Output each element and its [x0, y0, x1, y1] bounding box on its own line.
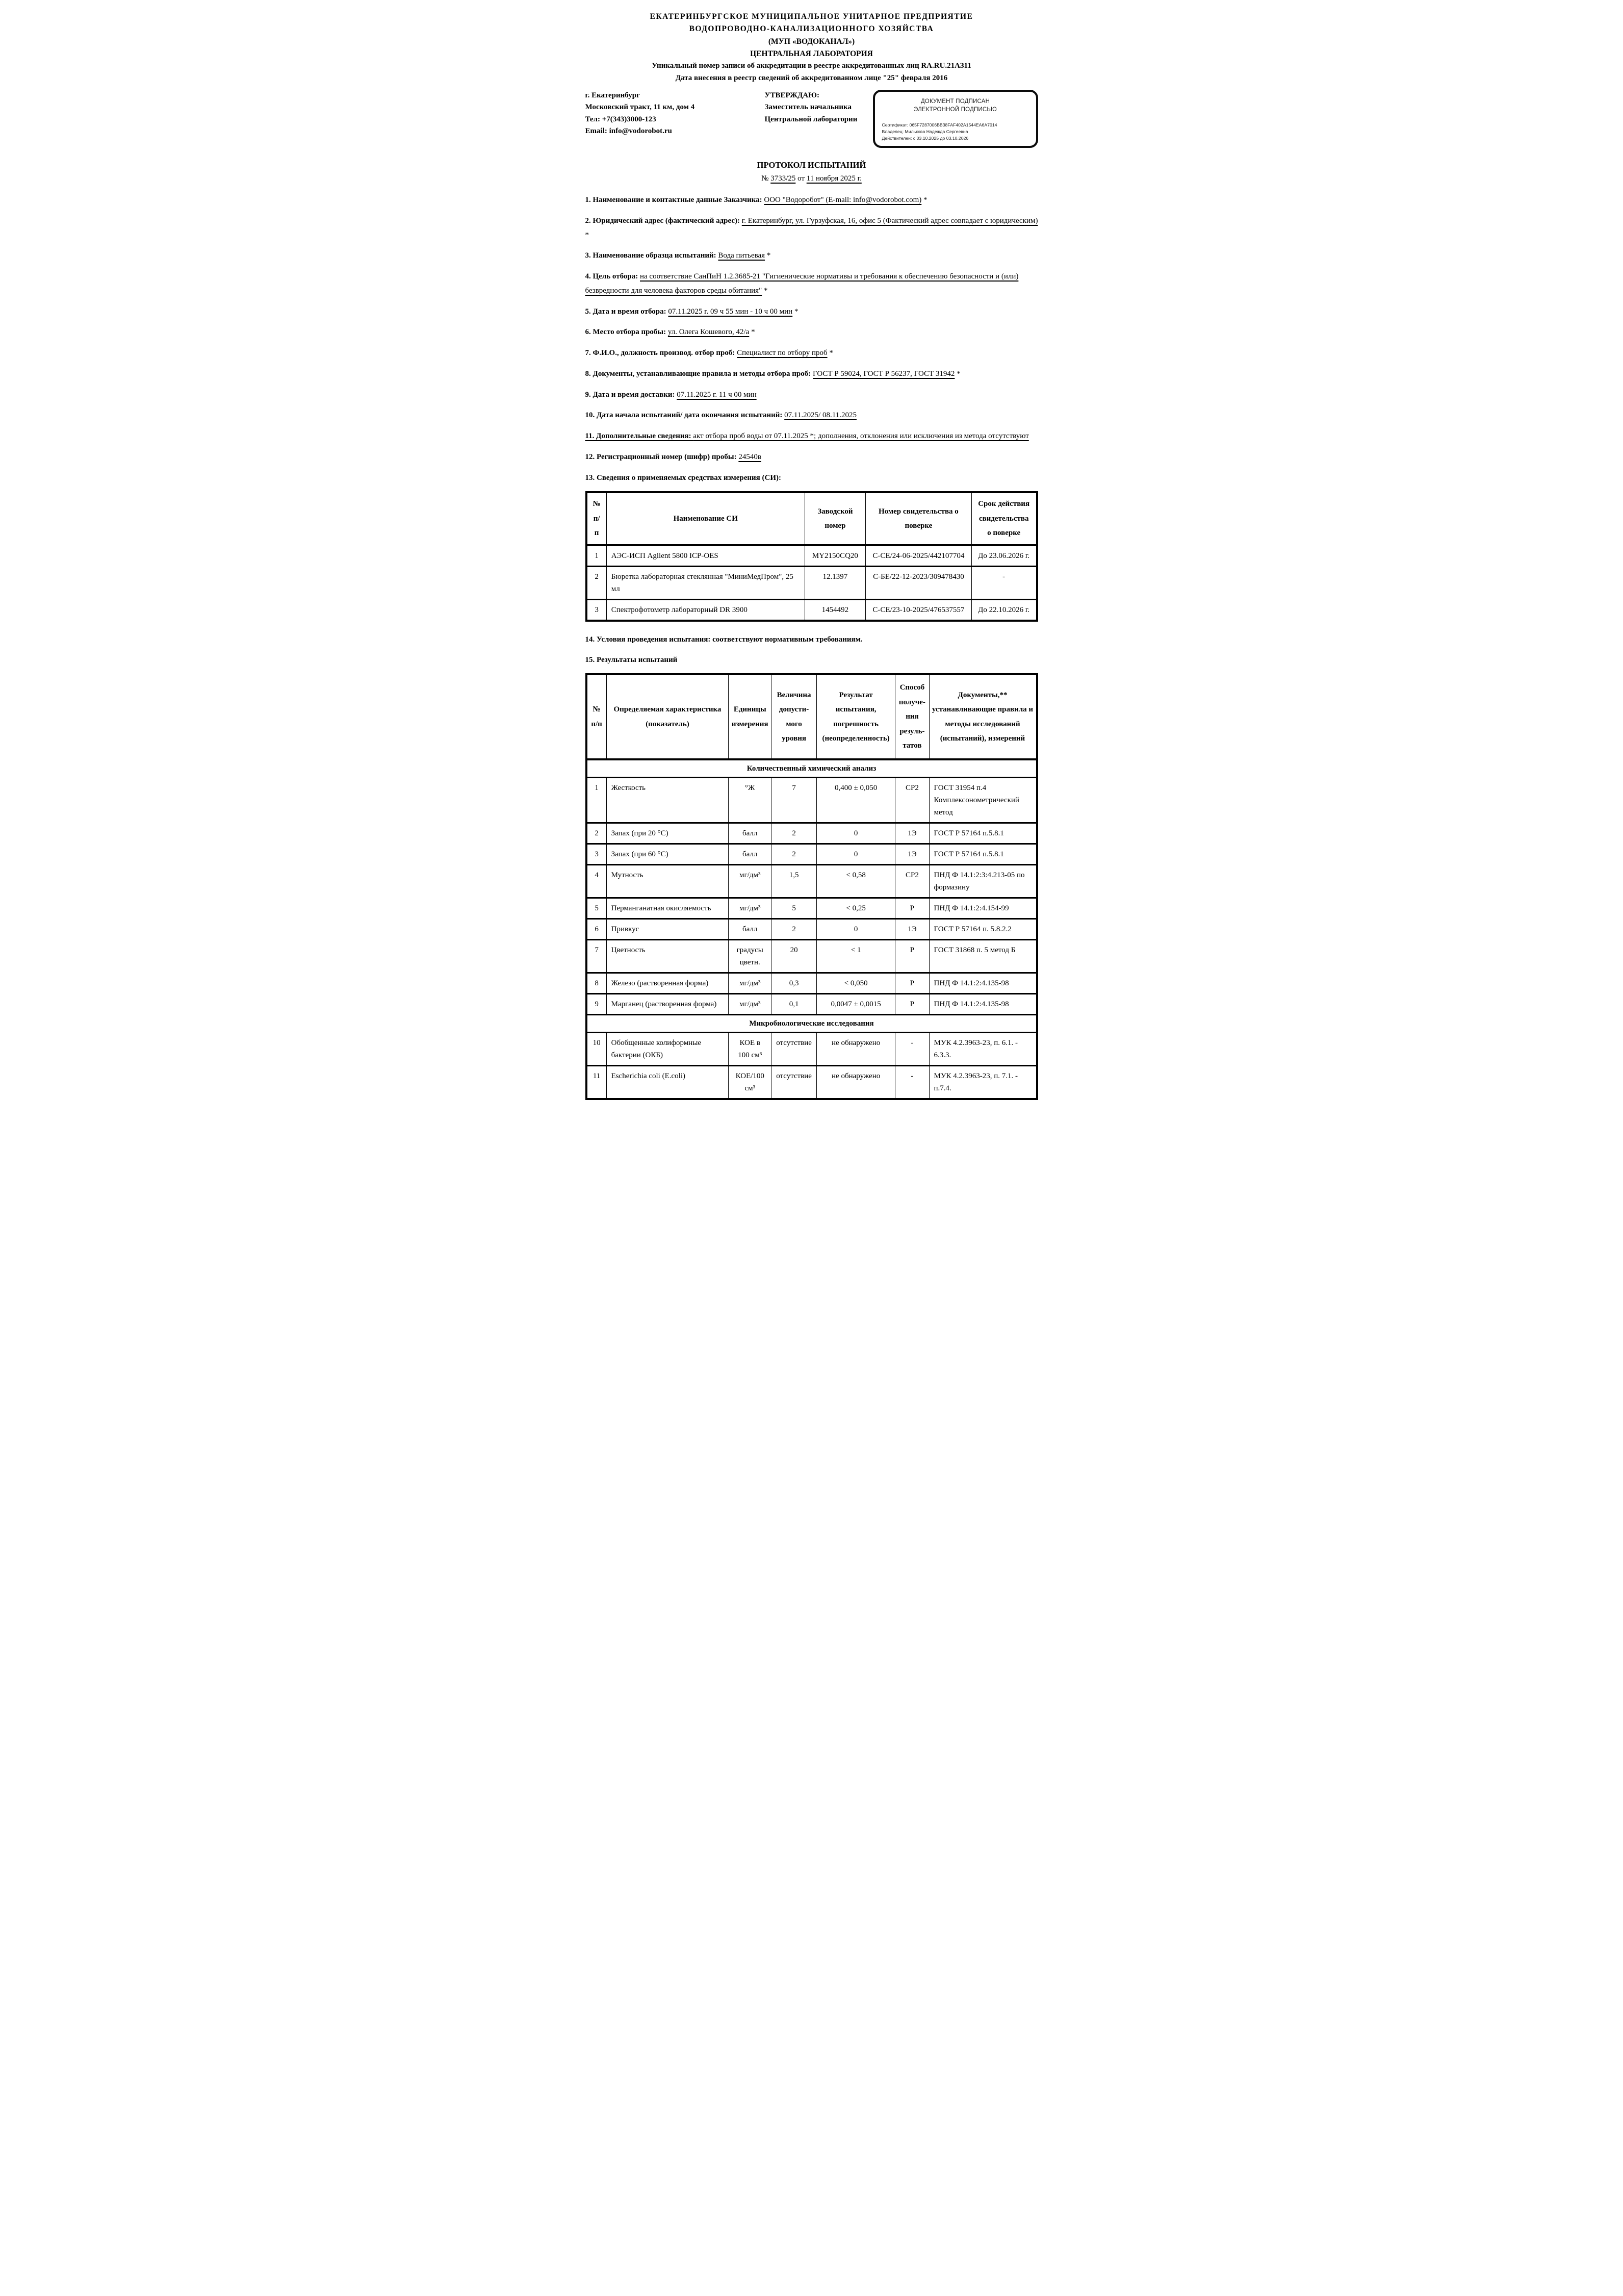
si-cell-0: 3: [586, 599, 607, 621]
si-table: [585, 491, 1038, 622]
results-cell-4: < 0,25: [816, 898, 895, 919]
results-section-label: Количественный химический анализ: [586, 759, 1037, 778]
results-cell-6: ГОСТ Р 57164 п. 5.8.2.2: [929, 919, 1037, 939]
item-2: [585, 214, 1038, 243]
results-section-row: [586, 759, 1037, 778]
results-cell-5: СР2: [895, 864, 929, 898]
item-7-suffix: *: [827, 349, 833, 358]
item-4-value: на соответствие СанПиН 1.2.3685-21 "Гигиенические нормативы и требования к обеспечению безопасности и (или) безвредности для человека факторов среды обитания": [585, 272, 1019, 295]
results-cell-6: ГОСТ Р 57164 п.5.8.1: [929, 844, 1037, 864]
item-1-label: 1. Наименование и контактные данные Заказчика:: [585, 196, 764, 205]
results-cell-4: < 1: [816, 939, 895, 973]
results-cell-1: Запах (при 60 °С): [606, 844, 729, 864]
results-cell-0: 8: [586, 973, 607, 993]
results-cell-0: 6: [586, 919, 607, 939]
item-8-value: ГОСТ Р 59024, ГОСТ Р 56237, ГОСТ 31942: [813, 369, 955, 378]
item-3-label: 3. Наименование образца испытаний:: [585, 251, 718, 260]
results-cell-0: 10: [586, 1032, 607, 1065]
results-cell-2: мг/дм³: [729, 973, 771, 993]
results-cell-1: Escherichia coli (E.coli): [606, 1065, 729, 1099]
results-col-header-6: Документы,** устанавливающие правила и методы исследований (испытаний), измерений: [929, 674, 1037, 759]
results-cell-2: балл: [729, 919, 771, 939]
results-cell-3: 7: [771, 777, 817, 823]
results-col-header-4: Результат испытания, погрешность (неопределенность): [816, 674, 895, 759]
results-cell-2: мг/дм³: [729, 864, 771, 898]
accreditation-date-line: Дата внесения в реестр сведений об аккредитованном лице "25" февраля 2016: [675, 73, 948, 82]
table-row: [586, 939, 1037, 973]
item-1-value: ООО "Водоробот" (E-mail: info@vodorobot.com): [764, 196, 922, 205]
item-14-value: соответствуют нормативным требованиям.: [710, 635, 863, 644]
item-5-value: 07.11.2025 г. 09 ч 55 мин - 10 ч 00 мин: [668, 307, 793, 316]
results-cell-6: ПНД Ф 14.1:2:4.135-98: [929, 993, 1037, 1014]
results-col-header-3: Величина допустимого уровня: [771, 674, 817, 759]
results-cell-1: Перманганатная окисляемость: [606, 898, 729, 919]
item-6-suffix: *: [749, 328, 755, 337]
stamp-validity: Действителен: с 03.10.2025 до 03.10.2026: [882, 136, 969, 141]
results-cell-4: < 0,58: [816, 864, 895, 898]
results-cell-0: 4: [586, 864, 607, 898]
item-4-label: 4. Цель отбора:: [585, 272, 640, 281]
results-cell-3: 20: [771, 939, 817, 973]
item-7-value: Специалист по отбору проб: [737, 349, 828, 358]
stamp-title-line2: ЭЛЕКТРОННОЙ ПОДПИСЬЮ: [914, 106, 997, 113]
item-2-value: г. Екатеринбург, ул. Гурзуфская, 16, офис 5 (Фактический адрес совпадает с юридическим): [741, 216, 1038, 225]
table-row: [586, 777, 1037, 823]
page-title: ПРОТОКОЛ ИСПЫТАНИЙ: [757, 160, 866, 170]
results-cell-3: отсутствие: [771, 1032, 817, 1065]
results-cell-6: ГОСТ 31868 п. 5 метод Б: [929, 939, 1037, 973]
results-cell-0: 11: [586, 1065, 607, 1099]
results-section-title: 15. Результаты испытаний: [585, 655, 678, 664]
si-table-head: [586, 492, 1037, 545]
results-section-label: Микробиологические исследования: [586, 1014, 1037, 1032]
results-cell-2: балл: [729, 823, 771, 844]
si-col-header-0: № п/п: [586, 492, 607, 545]
approval-position-line1: Заместитель начальника: [764, 103, 852, 112]
approval-block: [765, 90, 873, 125]
item-9: [585, 388, 1038, 402]
item-7-label: 7. Ф.И.О., должность производ. отбор проб:: [585, 349, 737, 358]
results-cell-2: КОЕ/100 см³: [729, 1065, 771, 1099]
protocol-number-line: [585, 174, 1038, 183]
item-5-suffix: *: [792, 307, 798, 316]
results-col-header-0: № п/п: [586, 674, 607, 759]
si-col-header-3: Номер свидетельства о поверке: [866, 492, 972, 545]
results-cell-4: < 0,050: [816, 973, 895, 993]
protocol-date: 11 ноября 2025 г.: [806, 174, 862, 183]
item-11-label: 11. Дополнительные сведения:: [585, 432, 693, 441]
protocol-document: [531, 0, 1092, 1132]
org-header: [585, 11, 1038, 84]
item-6: [585, 325, 1038, 340]
results-cell-4: не обнаружено: [816, 1032, 895, 1065]
org-name-line1: ЕКАТЕРИНБУРГСКОЕ МУНИЦИПАЛЬНОЕ УНИТАРНОЕ ПРЕДПРИЯТИЕ: [650, 12, 973, 21]
results-cell-5: 1Э: [895, 844, 929, 864]
si-col-header-1: Наименование СИ: [606, 492, 805, 545]
item-6-label: 6. Место отбора пробы:: [585, 328, 668, 337]
item-10-value: 07.11.2025/ 08.11.2025: [784, 411, 857, 420]
results-cell-3: 2: [771, 844, 817, 864]
si-cell-2: 12.1397: [805, 566, 865, 599]
si-cell-1: Спектрофотометр лабораторный DR 3900: [606, 599, 805, 621]
item-2-suffix: *: [585, 231, 589, 239]
results-cell-1: Цветность: [606, 939, 729, 973]
results-table: [585, 673, 1038, 1100]
results-cell-2: °Ж: [729, 777, 771, 823]
results-table-body: [586, 759, 1037, 1099]
results-cell-0: 7: [586, 939, 607, 973]
results-header-row: [586, 674, 1037, 759]
results-cell-4: 0: [816, 844, 895, 864]
results-cell-3: 2: [771, 919, 817, 939]
table-row: [586, 844, 1037, 864]
numbered-items: [585, 193, 1038, 465]
results-cell-1: Обобщенные колиформные бактерии (ОКБ): [606, 1032, 729, 1065]
item-11: [585, 429, 1038, 444]
results-cell-0: 1: [586, 777, 607, 823]
results-cell-4: 0: [816, 823, 895, 844]
item-4-suffix: *: [762, 286, 768, 295]
stamp-certificate: Сертификат: 065F7287006BB38FAF402A1544EA6A7014: [882, 122, 997, 128]
item-8: [585, 367, 1038, 381]
item-8-suffix: *: [955, 369, 961, 378]
si-cell-1: Бюретка лабораторная стеклянная "МиниМедПром", 25 мл: [606, 566, 805, 599]
item-7: [585, 346, 1038, 361]
results-cell-2: мг/дм³: [729, 993, 771, 1014]
si-cell-3: С-СЕ/23-10-2025/476537557: [866, 599, 972, 621]
si-cell-4: -: [971, 566, 1037, 599]
approval-position-line2: Центральной лаборатории: [764, 115, 858, 123]
table-row: [586, 545, 1037, 567]
table-row: [586, 1032, 1037, 1065]
results-cell-1: Железо (растворенная форма): [606, 973, 729, 993]
item-12-value: 24540в: [738, 452, 761, 461]
results-cell-4: 0,0047 ± 0,0015: [816, 993, 895, 1014]
results-cell-6: МУК 4.2.3963-23, п. 7.1. - п.7.4.: [929, 1065, 1037, 1099]
results-col-header-2: Единицы измерения: [729, 674, 771, 759]
results-cell-4: 0: [816, 919, 895, 939]
accreditation-number-line: Уникальный номер записи об аккредитации в реестре аккредитованных лиц RA.RU.21АЗ11: [652, 62, 971, 70]
si-header-row: [586, 492, 1037, 545]
si-col-header-2: Заводской номер: [805, 492, 865, 545]
results-table-head: [586, 674, 1037, 759]
results-cell-6: ГОСТ 31954 п.4 Комплексонометрический метод: [929, 777, 1037, 823]
top-info-row: [585, 90, 1038, 148]
item-14-label: 14. Условия проведения испытания:: [585, 635, 711, 644]
si-cell-4: До 23.06.2026 г.: [971, 545, 1037, 567]
results-col-header-1: Определяемая характеристика (показатель): [606, 674, 729, 759]
results-cell-6: ПНД Ф 14.1:2:4.135-98: [929, 973, 1037, 993]
item-2-label: 2. Юридический адрес (фактический адрес):: [585, 216, 742, 225]
stamp-owner: Владелец: Милькова Надежда Сергеевна: [882, 129, 968, 135]
results-cell-5: Р: [895, 973, 929, 993]
results-cell-3: 5: [771, 898, 817, 919]
org-name-line2: ВОДОПРОВОДНО-КАНАЛИЗАЦИОННОГО ХОЗЯЙСТВА: [689, 24, 934, 34]
item-11-value: акт отбора проб воды от 07.11.2025 *; дополнения, отклонения или исключения из метода отсутствуют: [693, 432, 1029, 441]
item-12: [585, 450, 1038, 465]
protocol-number-middle: от: [795, 174, 807, 183]
contact-city: г. Екатеринбург: [585, 91, 640, 99]
results-cell-2: балл: [729, 844, 771, 864]
table-row: [586, 823, 1037, 844]
si-cell-1: АЭС-ИСП Agilent 5800 ICP-OES: [606, 545, 805, 567]
results-cell-1: Привкус: [606, 919, 729, 939]
si-cell-3: С-СЕ/24-06-2025/442107704: [866, 545, 972, 567]
table-row: [586, 919, 1037, 939]
stamp-title: [882, 98, 1029, 114]
org-lab-name: ЦЕНТРАЛЬНАЯ ЛАБОРАТОРИЯ: [750, 49, 873, 58]
results-cell-6: ГОСТ Р 57164 п.5.8.1: [929, 823, 1037, 844]
results-cell-3: 1,5: [771, 864, 817, 898]
stamp-meta: [882, 122, 1029, 142]
item-3: [585, 249, 1038, 263]
si-cell-0: 1: [586, 545, 607, 567]
item-1-suffix: *: [921, 196, 928, 205]
results-cell-2: мг/дм³: [729, 898, 771, 919]
results-cell-6: ПНД Ф 14.1:2:3:4.213-05 по формазину: [929, 864, 1037, 898]
protocol-number-prefix: №: [761, 174, 771, 183]
results-section-row: [586, 1014, 1037, 1032]
results-cell-4: не обнаружено: [816, 1065, 895, 1099]
item-10-label: 10. Дата начала испытаний/ дата окончания испытаний:: [585, 411, 785, 420]
results-col-header-5: Способ получения результатов: [895, 674, 929, 759]
si-cell-2: 1454492: [805, 599, 865, 621]
results-cell-5: Р: [895, 898, 929, 919]
results-cell-0: 9: [586, 993, 607, 1014]
lab-contacts-block: [585, 90, 754, 137]
results-cell-3: 0,3: [771, 973, 817, 993]
results-cell-1: Марганец (растворенная форма): [606, 993, 729, 1014]
table-row: [586, 973, 1037, 993]
item-9-value: 07.11.2025 г. 11 ч 00 мин: [677, 390, 757, 399]
item-9-label: 9. Дата и время доставки:: [585, 390, 677, 399]
results-cell-5: СР2: [895, 777, 929, 823]
results-cell-2: градусы цветн.: [729, 939, 771, 973]
digital-signature-stamp: [873, 90, 1038, 148]
results-cell-2: КОЕ в 100 см³: [729, 1032, 771, 1065]
si-cell-2: MY2150CQ20: [805, 545, 865, 567]
results-cell-5: -: [895, 1065, 929, 1099]
results-cell-1: Мутность: [606, 864, 729, 898]
item-6-value: ул. Олега Кошевого, 42/а: [667, 328, 750, 337]
item-12-label: 12. Регистрационный номер (шифр) пробы:: [585, 452, 739, 461]
table-row: [586, 566, 1037, 599]
results-cell-5: Р: [895, 993, 929, 1014]
results-cell-3: 2: [771, 823, 817, 844]
approval-title: УТВЕРЖДАЮ:: [764, 91, 820, 99]
item-14: [585, 633, 1038, 647]
results-cell-0: 3: [586, 844, 607, 864]
item-1: [585, 193, 1038, 208]
contact-phone: Тел: +7(343)3000-123: [585, 115, 656, 123]
si-cell-0: 2: [586, 566, 607, 599]
stamp-title-line1: ДОКУМЕНТ ПОДПИСАН: [920, 98, 990, 105]
item-3-suffix: *: [765, 251, 771, 260]
results-cell-4: 0,400 ± 0,050: [816, 777, 895, 823]
contact-email: Email: info@vodorobot.ru: [585, 126, 672, 135]
table-row: [586, 864, 1037, 898]
results-cell-0: 2: [586, 823, 607, 844]
results-cell-5: -: [895, 1032, 929, 1065]
si-col-header-4: Срок действия свидетельства о поверке: [971, 492, 1037, 545]
results-cell-6: ПНД Ф 14.1:2:4.154-99: [929, 898, 1037, 919]
si-cell-3: С-БЕ/22-12-2023/309478430: [866, 566, 972, 599]
item-8-label: 8. Документы, устанавливающие правила и методы отбора проб:: [585, 369, 813, 378]
table-row: [586, 1065, 1037, 1099]
item-10: [585, 409, 1038, 423]
results-cell-3: 0,1: [771, 993, 817, 1014]
item-3-value: Вода питьевая: [718, 251, 765, 260]
results-cell-0: 5: [586, 898, 607, 919]
results-cell-5: Р: [895, 939, 929, 973]
results-cell-5: 1Э: [895, 823, 929, 844]
si-section-title: 13. Сведения о применяемых средствах измерения (СИ):: [585, 473, 782, 482]
item-5-label: 5. Дата и время отбора:: [585, 307, 668, 316]
results-cell-5: 1Э: [895, 919, 929, 939]
results-cell-3: отсутствие: [771, 1065, 817, 1099]
table-row: [586, 599, 1037, 621]
results-cell-1: Жесткость: [606, 777, 729, 823]
results-cell-6: МУК 4.2.3963-23, п. 6.1. - 6.3.3.: [929, 1032, 1037, 1065]
protocol-number: 3733/25: [770, 174, 796, 183]
org-name-line3: (МУП «ВОДОКАНАЛ»): [768, 37, 855, 46]
item-4: [585, 270, 1038, 298]
si-cell-4: До 22.10.2026 г.: [971, 599, 1037, 621]
contact-address: Московский тракт, 11 км, дом 4: [585, 103, 695, 112]
table-row: [586, 993, 1037, 1014]
results-cell-1: Запах (при 20 °С): [606, 823, 729, 844]
item-5: [585, 305, 1038, 319]
table-row: [586, 898, 1037, 919]
si-table-body: [586, 545, 1037, 621]
